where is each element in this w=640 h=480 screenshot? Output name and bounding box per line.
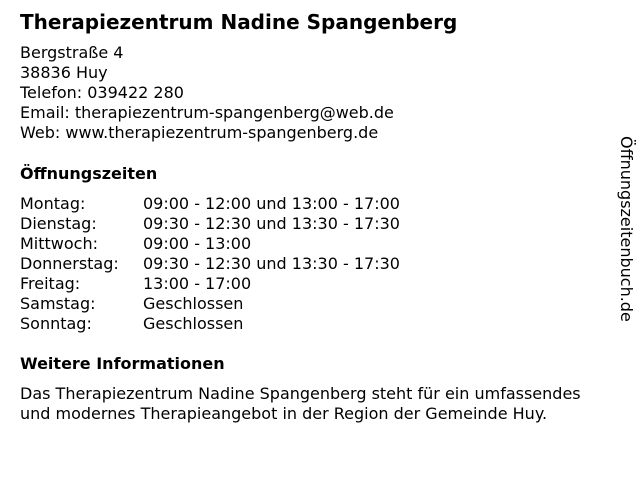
hours-day: Donnerstag: <box>20 254 119 273</box>
page-title: Therapiezentrum Nadine Spangenberg <box>20 10 458 34</box>
address-street: Bergstraße 4 <box>20 43 124 62</box>
address-phone: Telefon: 039422 280 <box>20 83 184 102</box>
hours-day: Dienstag: <box>20 214 97 233</box>
hours-day: Mittwoch: <box>20 234 98 253</box>
hours-day: Montag: <box>20 194 86 213</box>
hours-time: 09:30 - 12:30 und 13:30 - 17:30 <box>143 214 400 233</box>
hours-time: Geschlossen <box>143 294 244 313</box>
hours-time: Geschlossen <box>143 314 244 333</box>
hours-time: 09:00 - 13:00 <box>143 234 252 253</box>
hours-time: 13:00 - 17:00 <box>143 274 252 293</box>
hours-day: Freitag: <box>20 274 81 293</box>
opening-hours-heading: Öffnungszeiten <box>20 164 158 183</box>
hours-day: Samstag: <box>20 294 96 313</box>
hours-day: Sonntag: <box>20 314 92 333</box>
hours-time: 09:00 - 12:00 und 13:00 - 17:00 <box>143 194 400 213</box>
address-web: Web: www.therapiezentrum-spangenberg.de <box>20 123 379 142</box>
more-info-text <box>20 384 630 424</box>
more-info-heading: Weitere Informationen <box>20 354 225 373</box>
site-watermark-label: Öffnungszeitenbuch.de <box>617 136 636 322</box>
hours-time: 09:30 - 12:30 und 13:30 - 17:30 <box>143 254 400 273</box>
address-city: 38836 Huy <box>20 63 108 82</box>
address-block <box>20 43 394 143</box>
more-info-line: Das Therapiezentrum Nadine Spangenberg steht für ein umfassendes <box>20 384 581 403</box>
address-email: Email: therapiezentrum-spangenberg@web.de <box>20 103 394 122</box>
more-info-line: und modernes Therapieangebot in der Region der Gemeinde Huy. <box>20 404 548 423</box>
